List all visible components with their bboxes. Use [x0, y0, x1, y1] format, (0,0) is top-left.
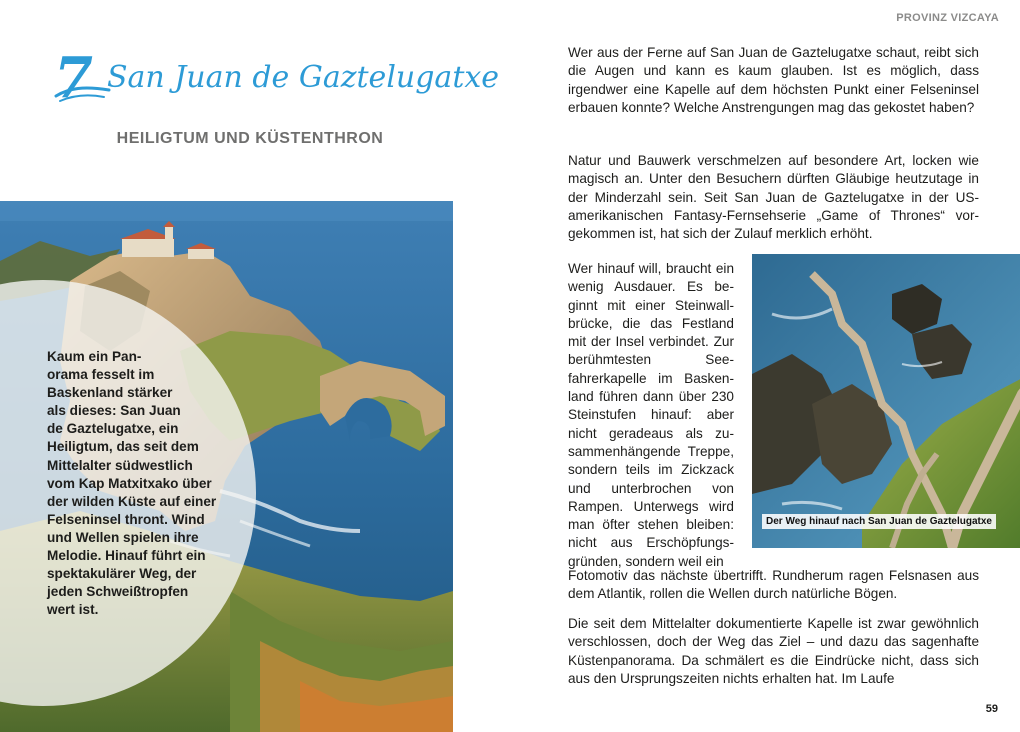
- intro-line: Felseninsel thront. Wind: [47, 511, 205, 527]
- paragraph-1: Wer aus der Ferne auf San Juan de Gaztelugatxe schaut, reibt sich die Augen und kann es kaum glauben. Ist es möglich, dass irgendwer eine Kapelle auf dem höchsten Punkt einer Felseninsel erbauen konnte? Welche Anstrengungen mag das gekostet haben?: [568, 45, 979, 115]
- paragraph-2: Natur und Bauwerk verschmelzen auf besondere Art, locken wie magisch an. Unter den Besuchern dürften Gläubige heutzutage in der Minderzahl sein. Seit San Juan de Gaztelugatxe in der US-amerikanischen Fantasy-Fernsehserie „Game of Thrones“ vorgekommen ist, hat sich der Zulauf merklich erhöht.: [568, 153, 979, 242]
- right-page: [510, 0, 1020, 732]
- intro-line: wert ist.: [47, 602, 99, 618]
- intro-line: und Wellen spielen ihre: [47, 529, 199, 545]
- intro-line: Melodie. Hinauf führt ein: [47, 548, 206, 564]
- stairway-path-photo: [752, 254, 1020, 548]
- intro-line: jeden Schweißtropfen: [47, 584, 189, 600]
- intro-line: Mittelalter südwestlich: [47, 457, 193, 473]
- intro-text: [47, 348, 229, 619]
- intro-line: vom Kap Matxitxako über: [47, 475, 212, 491]
- paragraph-4: Die seit dem Mittelalter dokumentierte Kapelle ist zwar gewöhnlich verschlossen, doch der Weg das Ziel – und dazu das sagenhafte Küstenpanorama. Da schmälert es die Eindrücke nicht, dass sich aus den Ursprungszeiten nichts erhalten hat. Im Laufe: [568, 616, 979, 686]
- intro-line: als dieses: San Juan: [47, 403, 181, 419]
- intro-line: spektakulärer Weg, der: [47, 566, 197, 582]
- chapter-subtitle: HEILIGTUM UND KÜSTENTHRON: [116, 130, 384, 147]
- intro-line: de Gaztelugatxe, ein: [47, 421, 179, 437]
- intro-line: der wilden Küste auf einer: [47, 493, 217, 509]
- intro-line: Kaum ein Pan-: [47, 349, 142, 364]
- page-number: 59: [985, 703, 998, 715]
- chapter-number: 7: [54, 45, 93, 111]
- chapter-title: [54, 34, 500, 111]
- paragraph-3-continued: Fotomotiv das nächste übertrifft. Rundherum ragen Felsnasen aus dem Atlantik, rollen die Wellen durch natürliche Bögen.: [568, 568, 979, 602]
- title-swash-decoration: [54, 82, 114, 104]
- chapter-name: San Juan de Gaztelugatxe: [106, 60, 500, 95]
- intro-line: orama fesselt im: [47, 367, 155, 383]
- photo-caption: Der Weg hinauf nach San Juan de Gaztelugatxe: [762, 514, 996, 529]
- intro-line: Baskenland stärker: [47, 385, 173, 401]
- intro-line: Heiligtum, das seit dem: [47, 439, 199, 455]
- running-head: PROVINZ VIZCAYA: [896, 12, 999, 24]
- paragraph-3-narrow: Wer hinauf will, braucht ein wenig Ausdauer. Es beginnt mit einer Steinwallbrücke, die das Festland mit der Insel verbindet. Zur berühmtesten Seefahrerkapelle im Baskenland führen dann über 230 Steinstufen hinauf: aber nicht geradeaus als zusammenhängende Treppe, sondern teils im Zickzack und unterbrochen von Rampen. Unterwegs wird man öfter stehen bleiben: nicht aus Erschöpfungsgründen, sondern weil ein: [568, 261, 734, 569]
